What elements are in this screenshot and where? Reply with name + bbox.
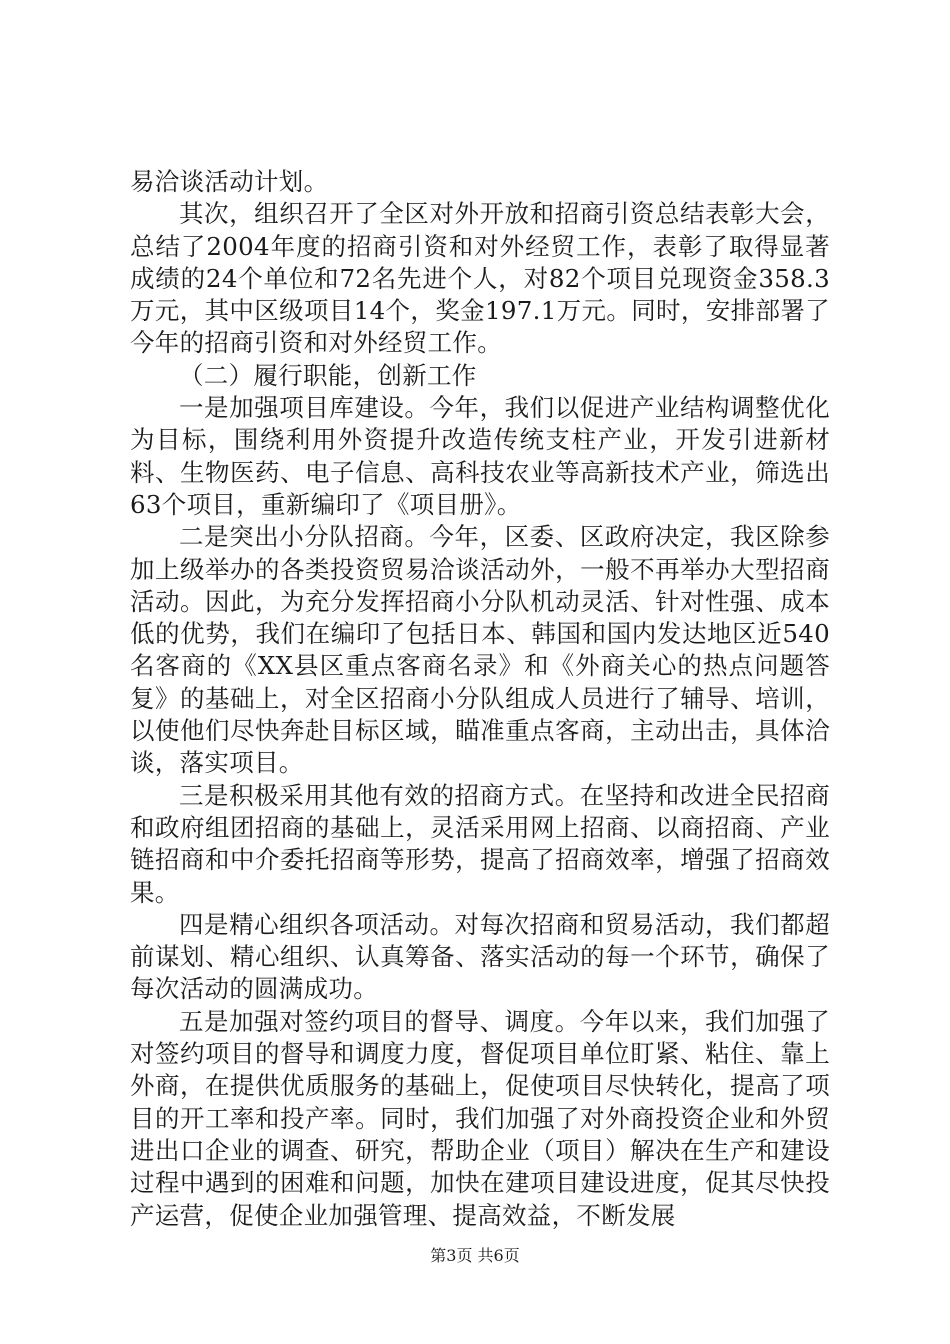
paragraph-team-investment: 二是突出小分队招商。今年，区委、区政府决定，我区除参加上级举办的各类投资贸易洽谈活动外，一般不再举办大型招商活动。因此，为充分发挥招商小分队机动灵活、针对性强、成本低的优势，我们在编印了包括日本、韩国和国内发达地区近540名客商的《XX县区重点客商名录》和《外商关心的热点问题答复》的基础上，对全区招商小分队组成人员进行了辅导、培训，以使他们尽快奔赴目标区域，瞄准重点客商，主动出击，具体洽谈，落实项目。 [130,522,830,778]
section-heading: （二）履行职能，创新工作 [179,360,477,390]
paragraph-project-library: 一是加强项目库建设。今年，我们以促进产业结构调整优化为目标，围绕利用外资提升改造传统支柱产业，开发引进新材料、生物医药、电子信息、高科技农业等高新技术产业，筛选出63个项目，重新编印了《项目册》。 [130,393,830,519]
page-number-footer: 第3页 共6页 [430,1246,520,1265]
document-body [130,166,830,1232]
paragraph-other-methods: 三是积极采用其他有效的招商方式。在坚持和改进全民招商和政府组团招商的基础上，灵活采用网上招商、以商招商、产业链招商和中介委托招商等形势，提高了招商效率，增强了招商效果。 [130,780,830,907]
paragraph-supervision: 五是加强对签约项目的督导、调度。今年以来，我们加强了对签约项目的督导和调度力度，督促项目单位盯紧、粘住、靠上外商，在提供优质服务的基础上，促使项目尽快转化，提高了项目的开工率和投产率。同时，我们加强了对外商投资企业和外贸进出口企业的调查、研究，帮助企业（项目）解决在生产和建设过程中遇到的困难和问题，加快在建项目建设进度，促其尽快投产运营，促使企业加强管理、提高效益，不断发展 [130,1006,830,1230]
paragraph-continuation: 易洽谈活动计划。 [130,167,329,196]
paragraph-summary-meeting: 其次，组织召开了全区对外开放和招商引资总结表彰大会，总结了2004年度的招商引资和对外经贸工作，表彰了取得显著成绩的24个单位和72名先进个人，对82个项目兑现资金358.3万元，其中区级项目14个，奖金197.1万元。同时，安排部署了今年的招商引资和对外经贸工作。 [130,199,830,358]
paragraph-activities: 四是精心组织各项活动。对每次招商和贸易活动，我们都超前谋划、精心组织、认真筹备、落实活动的每一个环节，确保了每次活动的圆满成功。 [130,909,830,1004]
